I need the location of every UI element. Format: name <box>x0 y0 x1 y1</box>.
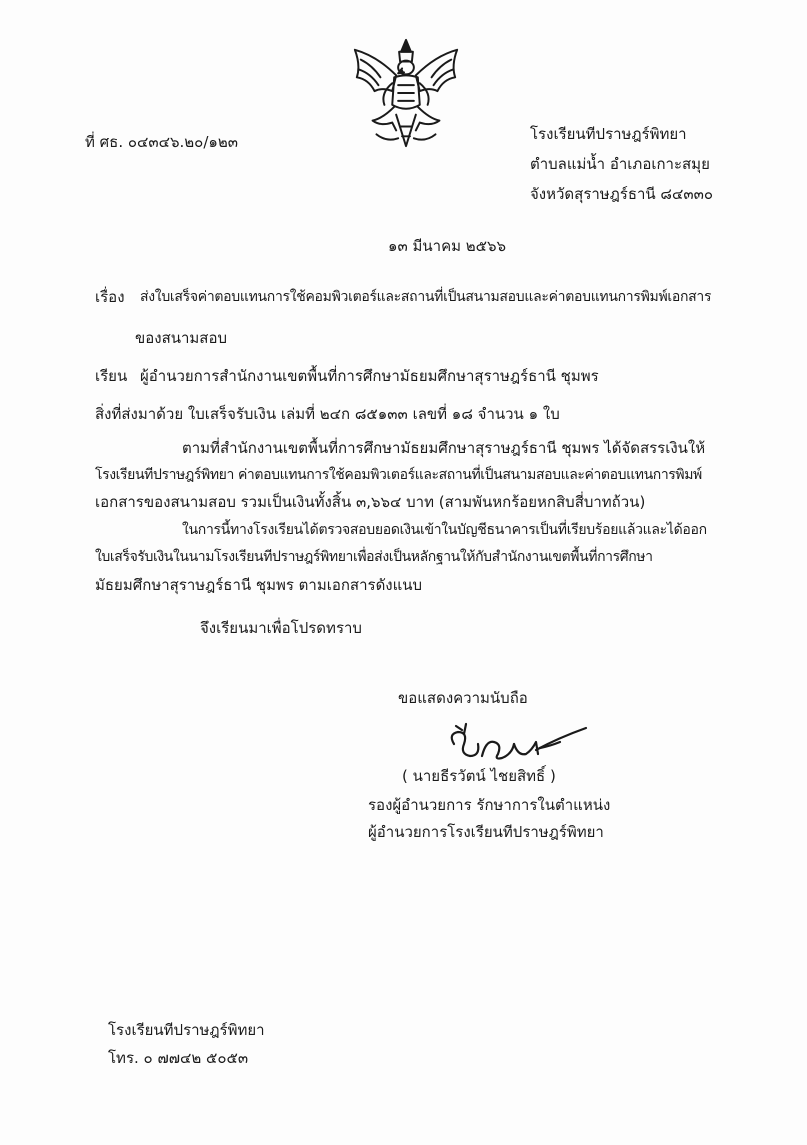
body-paragraph2-line1: ในการนี้ทางโรงเรียนได้ตรวจสอบยอดเงินเข้าในบัญชีธนาคารเป็นที่เรียบร้อยแล้วและได้ออก <box>182 522 707 538</box>
recipient-text: ผู้อำนวยการสำนักงานเขตพื้นที่การศึกษามัธยมศึกษาสุราษฎร์ธานี ชุมพร <box>140 367 599 385</box>
body-paragraph1-line1: ตามที่สำนักงานเขตพื้นที่การศึกษามัธยมศึกษาสุราษฎร์ธานี ชุมพร ได้จัดสรรเงินให้ <box>182 439 706 457</box>
sender-address-line2: จังหวัดสุราษฎร์ธานี ๘๔๓๓๐ <box>530 185 714 203</box>
subject-text-line2: ของสนามสอบ <box>135 329 227 347</box>
subject-label: เรื่อง <box>95 288 125 306</box>
recipient-label: เรียน <box>95 367 128 385</box>
letter-date: ๑๓ มีนาคม ๒๕๖๖ <box>388 237 507 255</box>
sender-address-line1: ตำบลแม่น้ำ อำเภอเกาะสมุย <box>530 155 710 173</box>
sender-school-name: โรงเรียนทีปราษฎร์พิทยา <box>530 125 687 143</box>
body-paragraph2-line2: ใบเสร็จรับเงินในนามโรงเรียนทีปราษฎร์พิทยาเพื่อส่งเป็นหลักฐานให้กับสำนักงานเขตพื้นที่การศึกษา <box>95 549 653 565</box>
footer-school-name: โรงเรียนทีปราษฎร์พิทยา <box>108 1021 265 1039</box>
enclosure-text: สิ่งที่ส่งมาด้วย ใบเสร็จรับเงิน เล่มที่ ๒๔ก ๘๕๑๓๓ เลขที่ ๑๘ จำนวน ๑ ใบ <box>95 405 560 423</box>
signatory-name: ( นายธีรวัตน์ ไชยสิทธิ์ ) <box>402 767 556 785</box>
subject-text-line1: ส่งใบเสร็จค่าตอบแทนการใช้คอมพิวเตอร์และสถานที่เป็นสนามสอบและค่าตอบแทนการพิมพ์เอกสาร <box>140 289 712 305</box>
closing-request: จึงเรียนมาเพื่อโปรดทราบ <box>200 619 362 637</box>
footer-phone: โทร. ๐ ๗๗๔๒ ๕๐๕๓ <box>108 1049 249 1067</box>
handwritten-signature-icon <box>440 720 590 768</box>
body-paragraph2-line3: มัธยมศึกษาสุราษฎร์ธานี ชุมพร ตามเอกสารดังแนบ <box>95 576 423 594</box>
body-paragraph1-line3: เอกสารของสนามสอบ รวมเป็นเงินทั้งสิ้น ๓,๖๖๔ บาท (สามพันหกร้อยหกสิบสี่บาทถ้วน) <box>95 493 646 511</box>
body-paragraph1-line2: โรงเรียนทีปราษฎร์พิทยา ค่าตอบแทนการใช้คอมพิวเตอร์และสถานที่เป็นสนามสอบและค่าตอบแทนการพิมพ์ <box>95 467 702 483</box>
garuda-emblem-icon <box>347 36 465 154</box>
document-number: ที่ ศธ. ๐๔๓๔๖.๒๐/๑๒๓ <box>85 133 239 151</box>
closing-regards: ขอแสดงความนับถือ <box>398 689 528 707</box>
signatory-position-line1: รองผู้อำนวยการ รักษาการในตำแหน่ง <box>368 796 611 814</box>
signatory-position-line2: ผู้อำนวยการโรงเรียนทีปราษฎร์พิทยา <box>368 823 604 841</box>
